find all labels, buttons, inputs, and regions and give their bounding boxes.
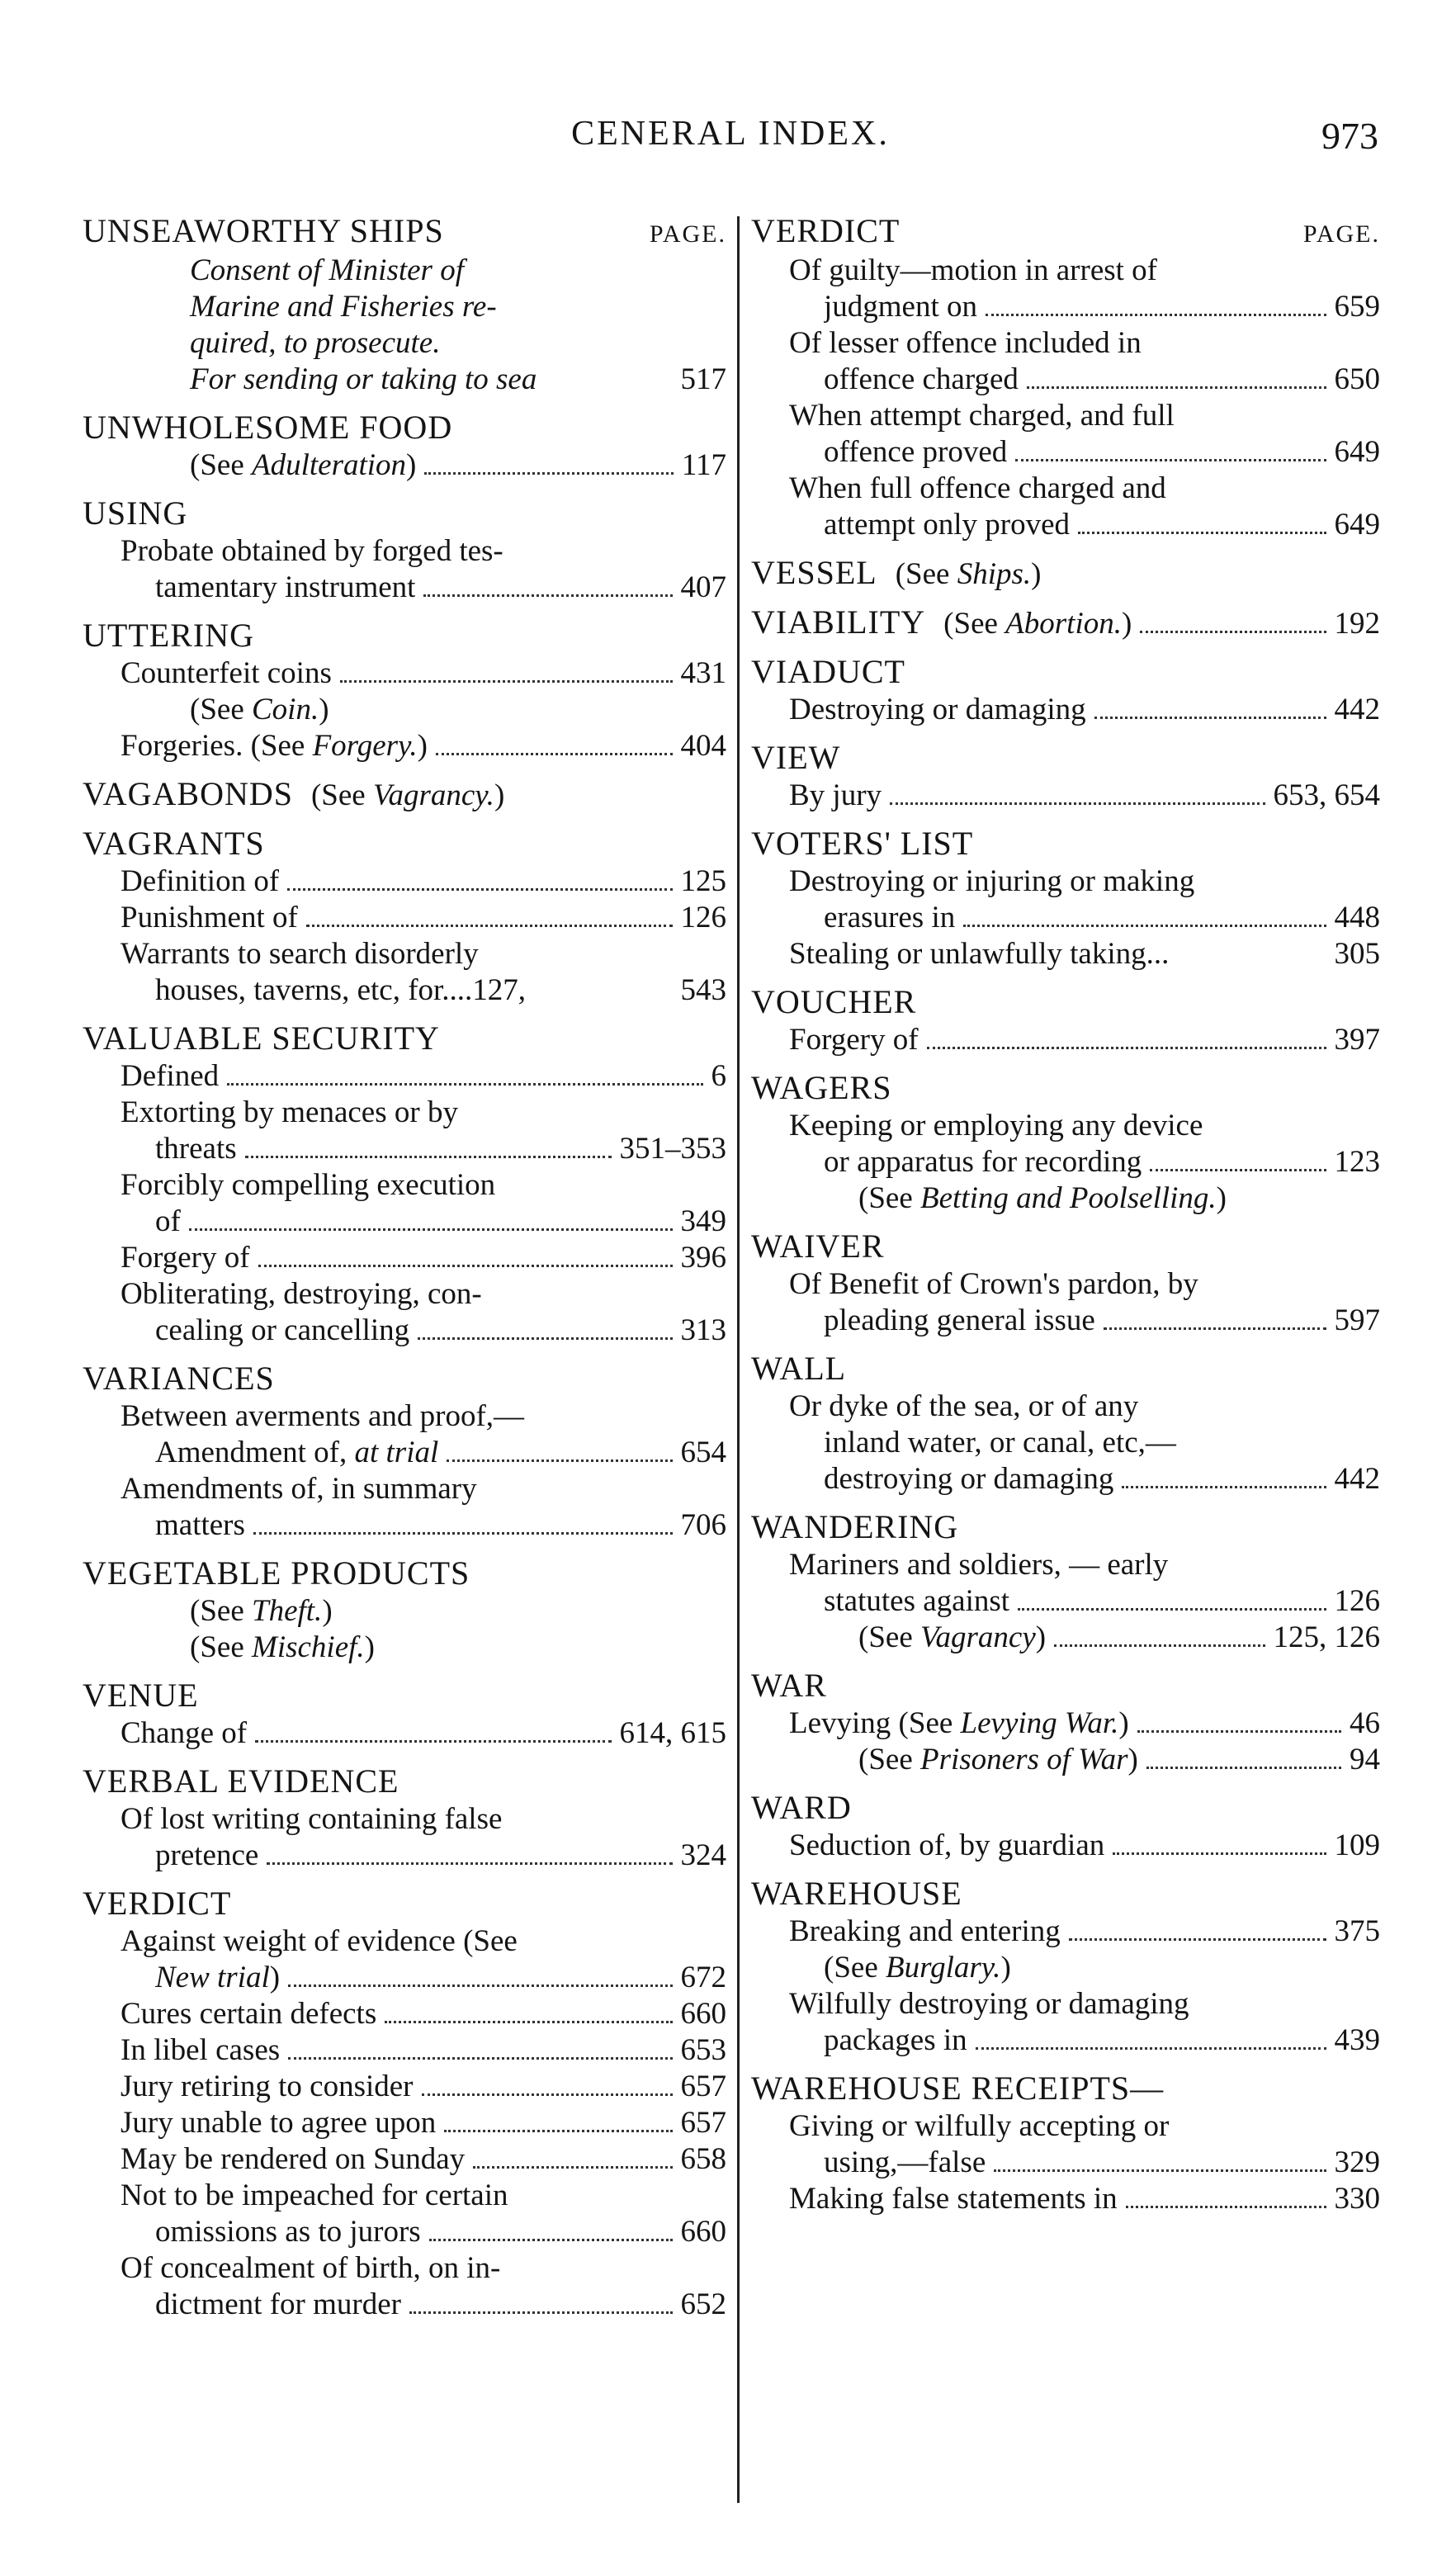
page-ref: 439 xyxy=(1334,2023,1380,2057)
page-ref: 324 xyxy=(680,1838,726,1872)
index-entry-venue xyxy=(83,1677,726,1752)
page-column-label: PAGE. xyxy=(649,220,726,248)
entry-heading: VARIANCES xyxy=(83,1360,275,1397)
entry-line: Change of 614, 615 xyxy=(121,1716,726,1750)
page-ref: 123 xyxy=(1334,1145,1380,1179)
index-entry-voucher xyxy=(751,984,1380,1058)
page-ref: 706 xyxy=(680,1508,726,1542)
index-entry-war xyxy=(751,1668,1380,1778)
page-ref: 192 xyxy=(1334,607,1380,641)
index-entry-warehouse xyxy=(751,1876,1380,2059)
entry-heading: UTTERING xyxy=(83,617,254,654)
page-number: 973 xyxy=(1321,115,1378,157)
entry-line: dictment for murder 652 xyxy=(155,2287,726,2321)
entry-line: pleading general issue 597 xyxy=(824,1303,1380,1337)
entry-line: offence charged 650 xyxy=(824,362,1380,396)
entry-heading: WALL xyxy=(751,1350,847,1387)
page-ref: 652 xyxy=(680,2287,726,2321)
page-ref: 305 xyxy=(1334,937,1380,971)
page-ref: 109 xyxy=(1334,1828,1380,1862)
entry-line: Cures certain defects 660 xyxy=(121,1997,726,2031)
entry-heading: VENUE xyxy=(83,1677,199,1714)
entry-heading: VERDICT xyxy=(751,212,901,249)
index-entry-ward xyxy=(751,1790,1380,1864)
page-ref: 125, 126 xyxy=(1273,1620,1380,1654)
page-ref: 94 xyxy=(1350,1743,1380,1776)
cross-reference: (See Coin.) xyxy=(190,693,329,726)
page-ref: 126 xyxy=(680,901,726,934)
index-entry-variances xyxy=(83,1360,726,1544)
entry-line: threats 351–353 xyxy=(155,1132,726,1166)
cross-reference: (See Betting and Poolselling.) xyxy=(858,1181,1227,1215)
entry-line: Or dyke of the sea, or of any xyxy=(789,1389,1139,1423)
entry-line: offence proved 649 xyxy=(824,435,1380,469)
entry-line: Of lesser offence included in xyxy=(789,326,1142,360)
entry-line: Of lost writing containing false xyxy=(121,1802,503,1836)
entry-line: omissions as to jurors 660 xyxy=(155,2215,726,2249)
entry-line: Jury unable to agree upon 657 xyxy=(121,2106,726,2140)
entry-line: Punishment of 126 xyxy=(121,901,726,934)
entry-line: Definition of 125 xyxy=(121,864,726,898)
entry-line: (See Adulteration) 117 xyxy=(190,448,726,482)
page-ref: 404 xyxy=(680,729,726,763)
page-ref: 431 xyxy=(680,656,726,690)
entry-line: Breaking and entering 375 xyxy=(789,1914,1380,1948)
index-entry-uttering xyxy=(83,617,726,764)
index-entry-warehouse-receipts xyxy=(751,2070,1380,2217)
index-entry-unwholesome-food xyxy=(83,409,726,484)
entry-heading: VERBAL EVIDENCE xyxy=(83,1762,399,1800)
entry-line: Counterfeit coins 431 xyxy=(121,656,726,690)
entry-heading: VEGETABLE PRODUCTS xyxy=(83,1554,470,1592)
entry-line: Wilfully destroying or damaging xyxy=(789,1987,1189,2021)
entry-line: houses, taverns, etc, for....127, 543 xyxy=(155,973,726,1007)
page-ref: 660 xyxy=(680,2215,726,2249)
entry-line: Probate obtained by forged tes- xyxy=(121,534,503,568)
entry-line: Not to be impeached for certain xyxy=(121,2178,508,2212)
cross-reference: (See Prisoners of War) 94 xyxy=(858,1743,1380,1776)
page-ref: 614, 615 xyxy=(619,1716,726,1750)
page-ref: 660 xyxy=(680,1997,726,2031)
entry-heading: VALUABLE SECURITY xyxy=(83,1019,440,1057)
entry-heading: VESSEL (See Ships.) xyxy=(751,554,1042,591)
index-entry-view xyxy=(751,740,1380,814)
entry-line: or apparatus for recording 123 xyxy=(824,1145,1380,1179)
index-entry-verbal-evidence xyxy=(83,1763,726,1874)
entry-line: using,—false 329 xyxy=(824,2145,1380,2179)
entry-line: Forcibly compelling execution xyxy=(121,1168,496,1202)
page-ref: 649 xyxy=(1334,508,1380,542)
entry-heading: VIEW xyxy=(751,739,841,776)
entry-heading: USING xyxy=(83,494,188,532)
entry-line: inland water, or canal, etc,— xyxy=(824,1426,1176,1459)
index-entry-viability xyxy=(751,604,1380,642)
entry-line: Between averments and proof,— xyxy=(121,1399,525,1433)
entry-line: Of concealment of birth, on in- xyxy=(121,2251,501,2285)
cross-reference: (See Mischief.) xyxy=(190,1630,375,1664)
index-entry-vagrants xyxy=(83,825,726,1009)
entry-heading: WAIVER xyxy=(751,1228,885,1265)
entry-line: Giving or wilfully accepting or xyxy=(789,2109,1170,2143)
entry-heading: WAR xyxy=(751,1667,827,1704)
entry-line: Extorting by menaces or by xyxy=(121,1095,458,1129)
entry-line: Obliterating, destroying, con- xyxy=(121,1277,482,1311)
entry-heading: VERDICT xyxy=(83,1885,232,1922)
entry-line: cealing or cancelling 313 xyxy=(155,1313,726,1347)
entry-heading: WANDERING xyxy=(751,1508,959,1545)
page-ref: 650 xyxy=(1334,362,1380,396)
index-entry-valuable-security xyxy=(83,1020,726,1349)
index-entry-wagers xyxy=(751,1070,1380,1217)
page-ref: 517 xyxy=(680,362,726,396)
cross-reference: (See Vagrancy) 125, 126 xyxy=(858,1620,1380,1654)
entry-line: Forgery of 396 xyxy=(121,1241,726,1275)
entry-heading: VAGABONDS (See Vagrancy.) xyxy=(83,775,505,812)
page-ref: 125 xyxy=(680,864,726,898)
page-ref: 657 xyxy=(680,2070,726,2103)
index-entry-unseaworthy-ships xyxy=(83,213,726,398)
page-ref: 397 xyxy=(1334,1023,1380,1057)
page-ref: 653, 654 xyxy=(1273,778,1380,812)
page-column-label: PAGE. xyxy=(1302,220,1380,248)
entry-heading: VIADUCT xyxy=(751,653,905,690)
entry-line: Of Benefit of Crown's pardon, by xyxy=(789,1267,1198,1301)
entry-line: Keeping or employing any device xyxy=(789,1109,1203,1142)
entry-line: tamentary instrument 407 xyxy=(155,570,726,604)
entry-line: judgment on 659 xyxy=(824,290,1380,324)
page-ref: 329 xyxy=(1334,2145,1380,2179)
index-entry-voters-list xyxy=(751,825,1380,972)
entry-line: Of guilty—motion in arrest of xyxy=(789,253,1157,287)
page-ref: 313 xyxy=(680,1313,726,1347)
index-entry-viaduct xyxy=(751,654,1380,728)
entry-line: pretence 324 xyxy=(155,1838,726,1872)
page-ref: 659 xyxy=(1334,290,1380,324)
page-ref: 46 xyxy=(1350,1706,1380,1740)
page-ref: 657 xyxy=(680,2106,726,2140)
cross-reference: (See Theft.) xyxy=(190,1594,333,1628)
entry-line: When attempt charged, and full xyxy=(789,399,1175,433)
entry-line: Warrants to search disorderly xyxy=(121,937,479,971)
entry-line: erasures in 448 xyxy=(824,901,1380,934)
page-ref: 6 xyxy=(711,1059,726,1093)
page-ref: 442 xyxy=(1334,1462,1380,1496)
right-column xyxy=(751,213,1380,2229)
page-ref: 448 xyxy=(1334,901,1380,934)
entry-line: Destroying or injuring or making xyxy=(789,864,1195,898)
entry-line: Mariners and soldiers, — early xyxy=(789,1548,1169,1582)
entry-heading: WARD xyxy=(751,1789,852,1826)
entry-line: Stealing or unlawfully taking... 305 xyxy=(789,937,1380,971)
index-entry-using xyxy=(83,495,726,606)
entry-heading: VOTERS' LIST xyxy=(751,825,974,862)
page-ref: 330 xyxy=(1334,2182,1380,2216)
entry-line: matters 706 xyxy=(155,1508,726,1542)
entry-line: quired, to prosecute. xyxy=(190,326,441,360)
entry-line: May be rendered on Sunday 658 xyxy=(121,2142,726,2176)
page-header xyxy=(83,114,1378,172)
page-ref: 117 xyxy=(681,448,726,482)
entry-line: Amendment of, at trial 654 xyxy=(155,1436,726,1469)
page-ref: 649 xyxy=(1334,435,1380,469)
page-ref: 543 xyxy=(680,973,726,1007)
page-ref: 442 xyxy=(1334,693,1380,726)
page-ref: 351–353 xyxy=(619,1132,726,1166)
index-entry-wall xyxy=(751,1351,1380,1497)
index-entry-wandering xyxy=(751,1509,1380,1656)
page-ref: 658 xyxy=(680,2142,726,2176)
entry-heading: UNSEAWORTHY SHIPS xyxy=(83,212,444,249)
entry-heading: WAREHOUSE xyxy=(751,1875,962,1912)
entry-line: When full offence charged and xyxy=(789,471,1166,505)
entry-heading: UNWHOLESOME FOOD xyxy=(83,409,453,446)
page-ref: 375 xyxy=(1334,1914,1380,1948)
entry-line: Amendments of, in summary xyxy=(121,1472,477,1506)
page-ref: 654 xyxy=(680,1436,726,1469)
page-ref: 126 xyxy=(1334,1584,1380,1618)
entry-line: Destroying or damaging 442 xyxy=(789,693,1380,726)
index-entry-vagabonds xyxy=(83,776,726,814)
entry-line: Consent of Minister of xyxy=(190,253,464,287)
entry-line: New trial) 672 xyxy=(155,1961,726,1994)
index-entry-vegetable-products xyxy=(83,1555,726,1666)
left-column xyxy=(83,213,726,2335)
entry-heading: VIABILITY (See Abortion.) 192 xyxy=(751,604,1380,641)
page-title: CENERAL INDEX. xyxy=(571,115,890,153)
entry-line: Forgeries. (See Forgery.) 404 xyxy=(121,729,726,763)
entry-line: packages in 439 xyxy=(824,2023,1380,2057)
entry-heading: VOUCHER xyxy=(751,983,917,1020)
entry-line: Jury retiring to consider 657 xyxy=(121,2070,726,2103)
page-ref: 672 xyxy=(680,1961,726,1994)
entry-line: Seduction of, by guardian 109 xyxy=(789,1828,1380,1862)
entry-line: Marine and Fisheries re- xyxy=(190,290,497,324)
entry-heading: WAREHOUSE RECEIPTS— xyxy=(751,2070,1165,2107)
entry-line: Forgery of 397 xyxy=(789,1023,1380,1057)
page-ref: 597 xyxy=(1334,1303,1380,1337)
entry-line: Defined 6 xyxy=(121,1059,726,1093)
cross-reference: (See Burglary.) xyxy=(824,1951,1011,1984)
entry-line: Against weight of evidence (See xyxy=(121,1924,518,1958)
entry-line: By jury 653, 654 xyxy=(789,778,1380,812)
entry-line: of 349 xyxy=(155,1204,726,1238)
entry-line: Levying (See Levying War.) 46 xyxy=(789,1706,1380,1740)
entry-line: attempt only proved 649 xyxy=(824,508,1380,542)
entry-line: statutes against 126 xyxy=(824,1584,1380,1618)
entry-line: Making false statements in 330 xyxy=(789,2182,1380,2216)
index-entry-verdict-right xyxy=(751,213,1380,543)
page-ref: 396 xyxy=(680,1241,726,1275)
column-divider xyxy=(737,216,740,2503)
page-ref: 349 xyxy=(680,1204,726,1238)
entry-line: In libel cases 653 xyxy=(121,2033,726,2067)
index-entry-verdict-left xyxy=(83,1885,726,2323)
entry-heading: WAGERS xyxy=(751,1069,892,1106)
index-entry-waiver xyxy=(751,1228,1380,1339)
page-ref: 653 xyxy=(680,2033,726,2067)
page-ref: 407 xyxy=(680,570,726,604)
entry-heading: VAGRANTS xyxy=(83,825,265,862)
entry-line: destroying or damaging 442 xyxy=(824,1462,1380,1496)
index-entry-vessel xyxy=(751,555,1380,593)
entry-line: For sending or taking to sea 517 xyxy=(190,362,726,396)
